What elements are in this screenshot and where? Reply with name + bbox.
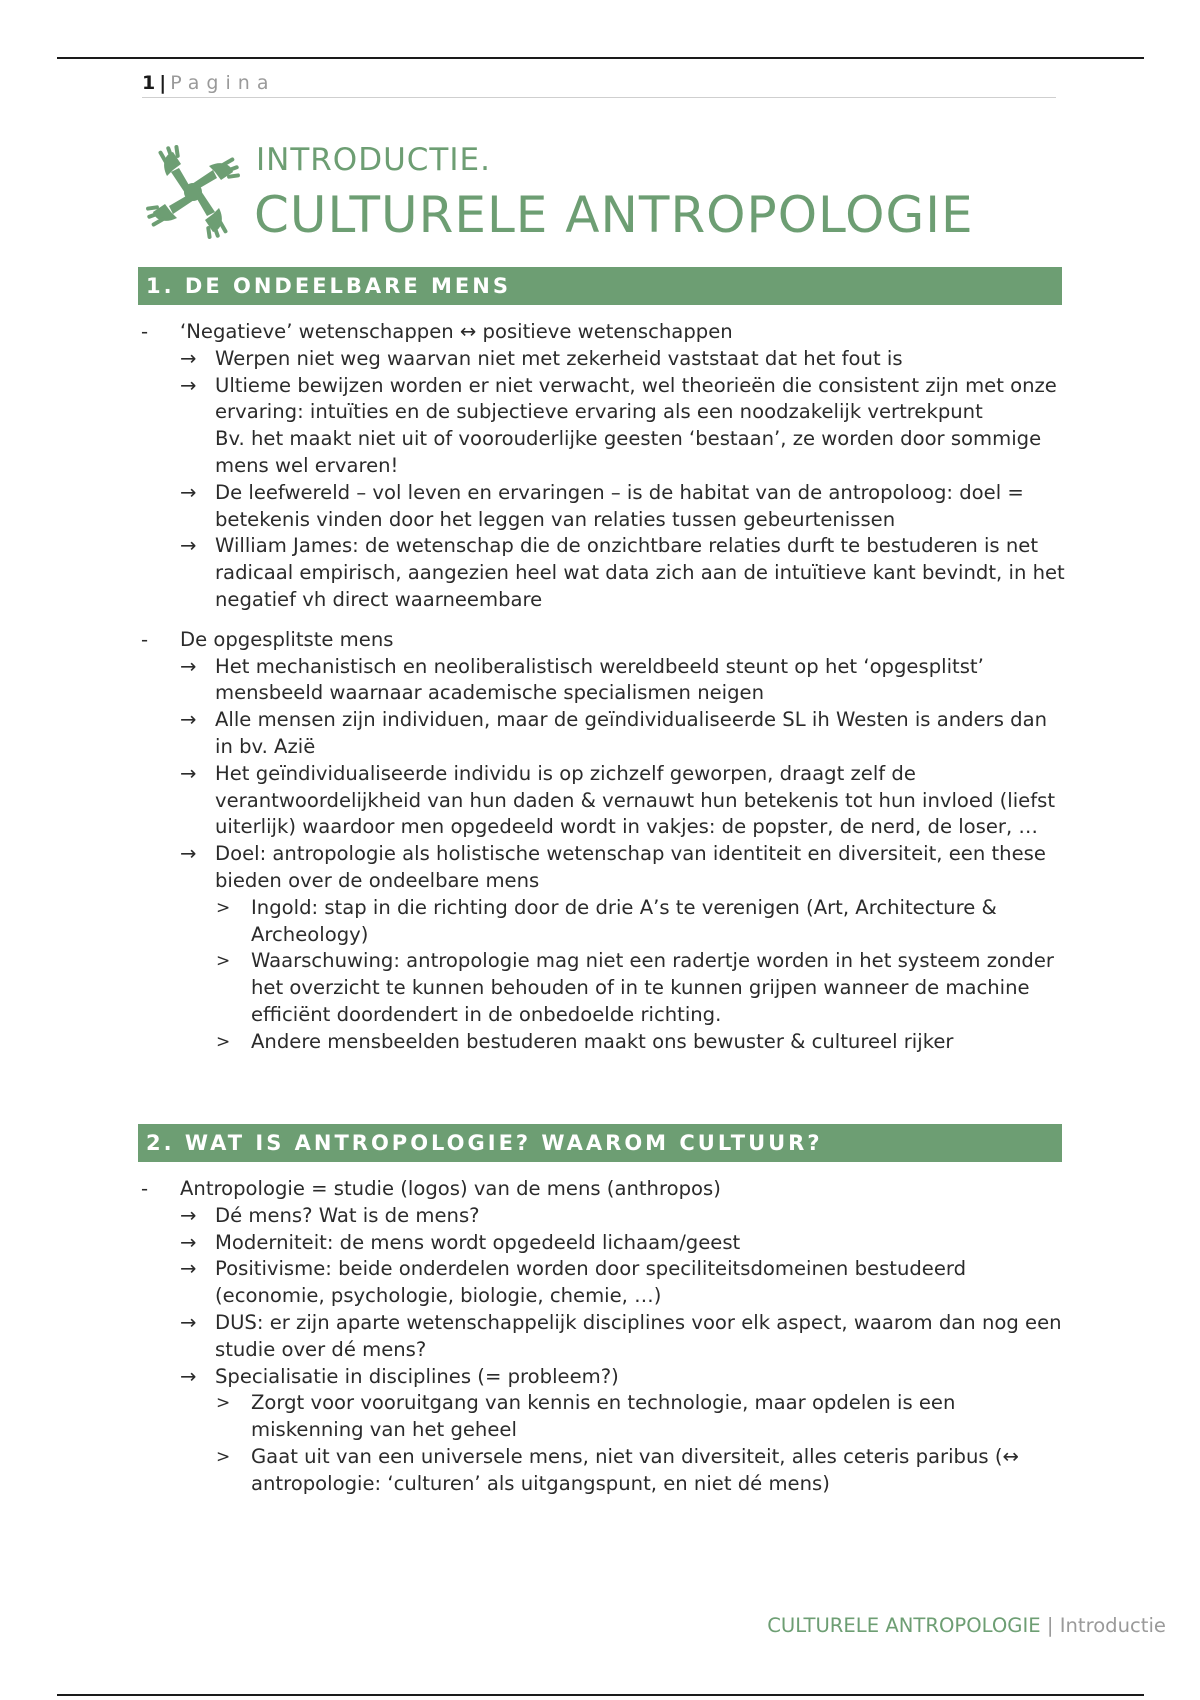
arrow-marker: → [180,1203,197,1227]
section-2-content [140,1176,1070,1498]
page-number: 1 [142,72,156,94]
dash-marker: - [141,627,149,651]
sub-bullet [140,1364,1070,1391]
sub-bullet [140,346,1070,373]
bullet [140,1176,1070,1203]
sub-bullet [140,1230,1070,1257]
document-subtitle: INTRODUCTIE. [256,142,491,178]
dash-marker: - [141,1177,149,1200]
bullet-text: Ingold: stap in die richting door de drie A’s te verenigen (Art, Architecture & Archeology) [251,895,997,946]
page-footer [767,1614,1166,1637]
footer-course: CULTURELE ANTROPOLOGIE [767,1614,1041,1637]
arrow-marker: → [180,534,197,558]
page-header [142,72,275,94]
hands-circle-icon [143,142,243,242]
header-underline [142,97,1056,98]
arrow-marker: → [180,761,197,785]
sub-bullet [140,1310,1070,1364]
arrow-marker: → [180,1364,197,1388]
chevron-marker: > [216,897,231,918]
dash-marker: - [141,320,149,343]
bullet-text: Positivisme: beide onderdelen worden door speciliteitsdomeinen bestudeerd (economie, psychologie, biologie, chemie, …) [215,1257,967,1308]
bullet-text: Zorgt voor vooruitgang van kennis en technologie, maar opdelen is een miskenning van het geheel [251,1391,956,1442]
bullet-text: Doel: antropologie als holistische wetenschap van identiteit en diversiteit, een these bieden over de ondeelbare mens [215,842,1046,892]
sub-sub-bullet [140,895,1070,949]
footer-separator: | [1046,1614,1054,1637]
footer-chapter: Introductie [1059,1614,1166,1637]
bullet-text: Ultieme bewijzen worden er niet verwacht, wel theorieën die consistent zijn met onze ervaring: intuïties en de subjectieve ervaring als een noodzakelijk vertrekpunt [215,373,1057,424]
arrow-marker: → [180,708,197,732]
page-header-separator: | [159,72,167,94]
bullet-text: ‘Negatieve’ wetenschappen ↔ positieve wetenschappen [180,320,733,343]
arrow-marker: → [180,654,197,678]
bullet-text: Andere mensbeelden bestuderen maakt ons bewuster & cultureel rijker [251,1029,954,1053]
sub-bullet [140,761,1070,841]
bullet-text: Moderniteit: de mens wordt opgedeeld lichaam/geest [215,1230,741,1254]
bullet-text: William James: de wetenschap die de onzichtbare relaties durft te bestuderen is net radicaal empirisch, aangezien heel wat data zich aan de intuïtieve kant bevindt, in het negatief vh direct waarneembare [215,534,1065,611]
arrow-marker: → [180,1230,197,1254]
arrow-marker: → [180,373,197,397]
bullet-text: Gaat uit van een universele mens, niet van diversiteit, alles ceteris paribus (↔ antropologie: ‘culturen’ als uitgangspunt, en niet dé mens) [251,1444,1019,1495]
arrow-marker: → [180,1310,197,1334]
sub-sub-bullet [140,1029,1070,1056]
bullet-text: De opgesplitste mens [180,627,394,651]
sub-sub-bullet [140,948,1070,1028]
arrow-marker: → [180,842,197,866]
sub-bullet [140,373,1070,480]
bullet-text: Antropologie = studie (logos) van de mens (anthropos) [180,1177,721,1200]
bottom-rule [57,1694,1144,1696]
bullet-text: Het mechanistisch en neoliberalistisch wereldbeeld steunt op het ‘opgesplitst’ mensbeeld waarnaar academische specialismen neigen [215,654,984,705]
arrow-marker: → [180,346,197,370]
sub-bullet [140,1203,1070,1230]
bullet [140,627,1070,654]
bullet-text: Werpen niet weg waarvan niet met zekerheid vaststaat dat het fout is [215,346,903,370]
sub-sub-bullet [140,1444,1070,1498]
bullet-text: Specialisatie in disciplines (= probleem?) [215,1364,619,1388]
bullet-text-continued: Bv. het maakt niet uit of voorouderlijke geesten ‘bestaan’, ze worden door sommige mens wel ervaren! [215,427,1042,477]
section-heading-1: 1. DE ONDEELBARE MENS [138,267,1062,305]
sub-bullet [140,654,1070,708]
sub-bullet [140,480,1070,534]
bullet [140,319,1070,346]
bullet-text: De leefwereld – vol leven en ervaringen – is de habitat van de antropoloog: doel = betekenis vinden door het leggen van relaties tussen gebeurtenissen [215,480,1024,531]
bullet-text: Dé mens? Wat is de mens? [215,1203,480,1227]
sub-bullet [140,533,1070,613]
bullet-text: Waarschuwing: antropologie mag niet een radertje worden in het systeem zonder het overzicht te kunnen behouden of in te kunnen grijpen wanneer de machine efficiënt doordendert in de onbedoelde richting. [251,949,1054,1026]
sub-bullet [140,1256,1070,1310]
page-word: Pagina [170,72,276,94]
bullet-text: Alle mensen zijn individuen, maar de geïndividualiseerde SL ih Westen is anders dan in bv. Azië [215,708,1048,758]
chevron-marker: > [216,951,231,972]
sub-bullet [140,707,1070,761]
bullet-text: Het geïndividualiseerde individu is op zichzelf geworpen, draagt zelf de verantwoordelijkheid van hun daden & vernauwt hun betekenis tot hun invloed (liefst uiterlijk) waardoor men opgedeeld wordt in vakjes: de popster, de nerd, de loser, … [215,761,1056,839]
arrow-marker: → [180,1257,197,1281]
bullet-text: DUS: er zijn aparte wetenschappelijk disciplines voor elk aspect, waarom dan nog een studie over dé mens? [215,1310,1062,1361]
section-heading-2: 2. WAT IS ANTROPOLOGIE? WAAROM CULTUUR? [138,1124,1062,1162]
document-title: CULTURELE ANTROPOLOGIE [254,186,974,244]
sub-bullet [140,841,1070,895]
chevron-marker: > [216,1446,231,1467]
chevron-marker: > [216,1393,231,1414]
section-1-content [140,319,1070,1056]
chevron-marker: > [216,1031,231,1052]
sub-sub-bullet [140,1390,1070,1444]
arrow-marker: → [180,480,197,504]
top-rule [57,57,1144,59]
